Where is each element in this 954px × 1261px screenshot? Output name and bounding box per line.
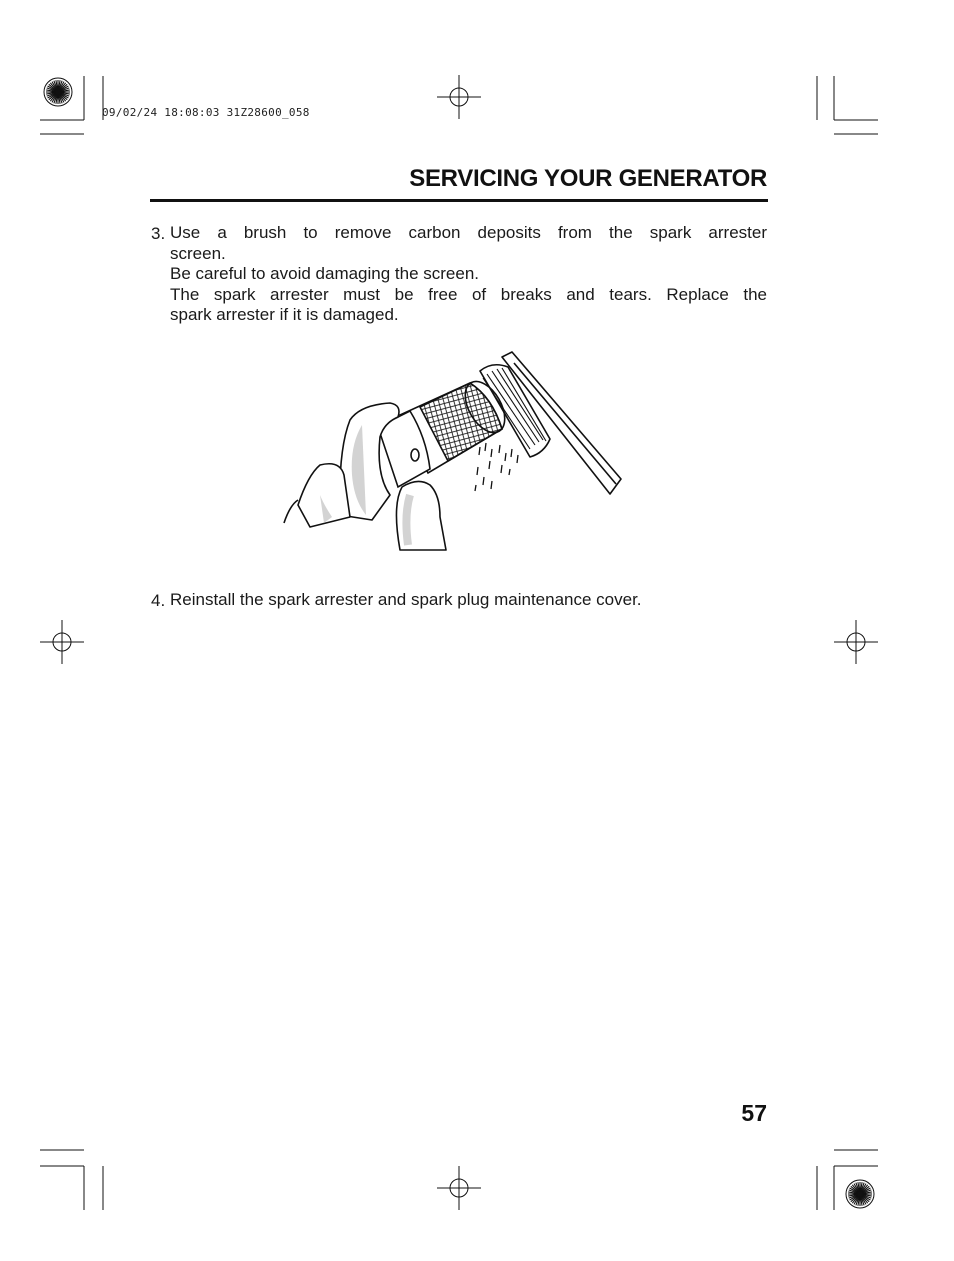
starburst-target-top-left bbox=[44, 78, 72, 106]
step-3-line: screen. bbox=[170, 243, 226, 263]
step-number: 4. bbox=[151, 591, 166, 610]
spark-arrester bbox=[378, 375, 513, 487]
print-stamp: 09/02/24 18:08:03 31Z28600_058 bbox=[102, 106, 310, 119]
carbon-deposit-specks bbox=[475, 443, 518, 491]
step-3-line: The spark arrester must be free of breaks and tears. Replace the bbox=[170, 284, 767, 304]
registration-crosshair-bottom bbox=[437, 1166, 481, 1210]
page-number: 57 bbox=[741, 1100, 767, 1126]
registration-crosshair-left bbox=[40, 620, 84, 664]
starburst-target-bottom-right bbox=[846, 1180, 874, 1208]
step-3-text bbox=[170, 223, 767, 326]
registration-crosshair-top bbox=[437, 75, 481, 119]
step-3-line: Use a brush to remove carbon deposits from the spark arrester bbox=[170, 223, 767, 242]
title-rule bbox=[150, 199, 768, 202]
section-title: SERVICING YOUR GENERATOR bbox=[409, 165, 767, 192]
step-3-line: Be careful to avoid damaging the screen. bbox=[170, 264, 480, 283]
brush-cleaning-spark-arrester-illustration bbox=[280, 345, 630, 555]
step-number: 3. bbox=[151, 224, 166, 243]
step-4-text bbox=[170, 590, 767, 611]
registration-crosshair-right bbox=[834, 620, 878, 664]
step-3-line: spark arrester if it is damaged. bbox=[170, 305, 399, 324]
step-4-line: Reinstall the spark arrester and spark plug maintenance cover. bbox=[170, 590, 642, 609]
